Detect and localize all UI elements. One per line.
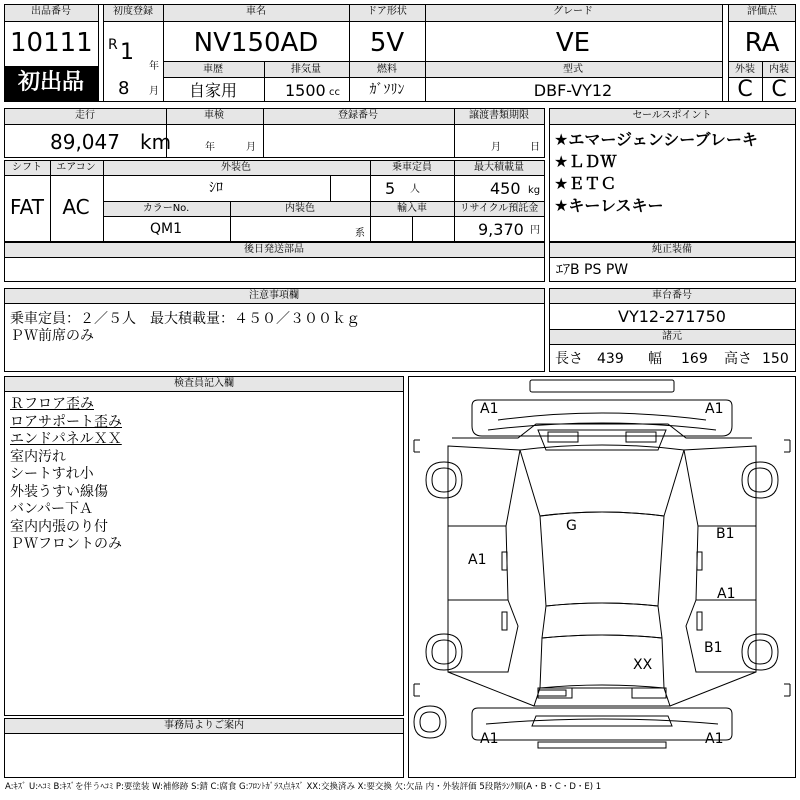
- capacity-unit: 人: [410, 184, 420, 195]
- history: 自家用: [188, 81, 238, 100]
- inspector-line: バンパー下Ａ: [10, 501, 94, 517]
- exterior-grade: C: [737, 77, 753, 102]
- inspector-line: エンドパネルＸＸ: [10, 431, 122, 447]
- damage-mark: B1: [704, 640, 723, 656]
- mileage: 89,047: [50, 130, 120, 154]
- shift: FAT: [9, 195, 45, 219]
- sales-points-label: セールスポイント: [632, 110, 712, 121]
- car-name: NV150AD: [193, 28, 319, 58]
- registration-year: 1: [120, 40, 134, 65]
- recycle-fee-unit: 円: [530, 225, 540, 236]
- score-label: 評価点: [747, 6, 777, 17]
- standard-equipment: ｴｱB PS PW: [556, 262, 629, 278]
- mileage-unit: km: [140, 130, 172, 154]
- inspector-line: ロアサポート歪み: [10, 413, 122, 430]
- length-label: 長さ: [555, 351, 583, 367]
- displacement-unit: cc: [329, 87, 340, 98]
- grade: VE: [555, 28, 591, 58]
- recycle-fee: 9,370: [478, 220, 524, 239]
- color-code: QM1: [149, 221, 183, 237]
- month-unit: 月: [149, 86, 159, 97]
- damage-mark: A1: [480, 401, 499, 417]
- sales-point: ★キーレスキー: [554, 196, 664, 215]
- vehicle-damage-diagram: [408, 376, 796, 778]
- sales-point: ★ＥＴＣ: [554, 174, 617, 193]
- later-parts-label: 後日発送部品: [244, 244, 304, 255]
- door-label: ドア形状: [367, 6, 407, 17]
- inspection-month-unit: 月: [246, 142, 256, 153]
- first-listing-text: 初出品: [17, 70, 85, 95]
- sales-points-list: [554, 129, 758, 217]
- standard-equipment-label: 純正装備: [652, 244, 692, 255]
- max-load: 450: [490, 179, 521, 198]
- inspector-line: 外装うすい線傷: [10, 483, 108, 500]
- shift-label: シフト: [12, 162, 42, 173]
- note-line: ＰＷ前席のみ: [10, 328, 94, 344]
- width-value: 169: [681, 351, 708, 367]
- exterior-color-label: 外装色: [221, 162, 251, 173]
- era-letter: R: [108, 37, 118, 53]
- color-code-label: カラーNo.: [142, 203, 190, 214]
- history-label: 車歴: [203, 64, 223, 75]
- damage-mark: A1: [480, 731, 499, 747]
- office-notice-label: 事務局よりご案内: [164, 720, 244, 731]
- car-name-label: 車名: [246, 6, 266, 17]
- damage-mark: B1: [716, 526, 735, 542]
- door-type: 5V: [369, 28, 405, 58]
- registration-number-label: 登録番号: [338, 110, 378, 121]
- year-unit: 年: [149, 61, 159, 72]
- lot-number-label: 出品番号: [31, 6, 71, 17]
- sales-point: ★ＬＤＷ: [554, 152, 617, 171]
- model-code-label: 型式: [563, 64, 583, 75]
- displacement: 1500: [285, 81, 326, 100]
- sales-point: ★エマージェンシーブレーキ: [554, 130, 758, 149]
- interior-grade: C: [771, 77, 787, 102]
- inspector-line: 室内内張のり付: [10, 518, 108, 535]
- damage-mark: A1: [717, 586, 736, 602]
- height-label: 高さ: [724, 351, 752, 367]
- first-registration-label: 初度登録: [113, 6, 153, 17]
- damage-mark: G: [566, 518, 577, 534]
- mileage-label: 走行: [75, 110, 95, 121]
- exterior-color: ｼﾛ: [209, 180, 223, 196]
- damage-mark: XX: [633, 657, 653, 673]
- chassis-number-label: 車台番号: [652, 290, 692, 301]
- specs-label: 諸元: [662, 331, 682, 342]
- inspector-line: 室内汚れ: [10, 448, 66, 465]
- import-label: 輸入車: [397, 203, 427, 214]
- interior-color-unit: 系: [355, 228, 365, 239]
- score: RA: [744, 28, 780, 58]
- fuel-label: 燃料: [377, 64, 397, 75]
- exterior-label: 外装: [735, 64, 755, 75]
- capacity-label: 乗車定員: [392, 162, 432, 173]
- chassis-number: VY12-271750: [618, 307, 726, 326]
- inspector-notes-label: 検査員記入欄: [174, 378, 234, 389]
- inspector-line: Ｒフロア歪み: [10, 396, 94, 412]
- notes-label: 注意事項欄: [249, 290, 299, 301]
- deadline-day-unit: 日: [530, 142, 540, 153]
- legend: A:ｷｽﾞ U:ﾍｺﾐ B:ｷｽﾞを伴うﾍｺﾐ P:要塗装 W:補修跡 S:錆 C:腐食 G:ﾌﾛﾝﾄｶﾞﾗｽ点ｷｽﾞ XX:交換済み X:要交換 欠:欠品 内・外装評価 5段階ﾗﾝｸ順(A・B・C・D・E) 1: [5, 782, 602, 792]
- inspector-notes: [10, 396, 122, 554]
- inspection-year-unit: 年: [205, 142, 215, 153]
- deadline-month-unit: 月: [491, 142, 501, 153]
- document-deadline-label: 譲渡書類期限: [469, 110, 529, 121]
- grade-label: グレード: [553, 6, 593, 17]
- recycle-fee-label: リサイクル預託金: [459, 203, 539, 214]
- registration-month: 8: [118, 78, 130, 99]
- inspector-line: ＰＷフロントのみ: [10, 536, 122, 552]
- inspector-line: シートすれ小: [10, 466, 94, 482]
- interior-label: 内装: [769, 64, 789, 75]
- aircon: AC: [62, 195, 90, 219]
- interior-color-label: 内装色: [285, 203, 315, 214]
- damage-mark: A1: [705, 401, 724, 417]
- displacement-label: 排気量: [291, 64, 321, 75]
- model-code: DBF-VY12: [533, 81, 613, 100]
- lot-number: 10111: [10, 28, 93, 58]
- damage-mark: A1: [468, 552, 487, 568]
- length-value: 439: [597, 351, 624, 367]
- inspection-label: 車検: [204, 110, 224, 121]
- damage-mark: A1: [705, 731, 724, 747]
- aircon-label: エアコン: [56, 162, 96, 173]
- height-value: 150: [762, 351, 789, 367]
- notes-text: [10, 311, 360, 345]
- max-load-unit: kg: [528, 185, 541, 196]
- note-line: 乗車定員：２／５人 最大積載量：４５０／３００ｋｇ: [10, 311, 360, 327]
- fuel: ｶﾞｿﾘﾝ: [369, 82, 405, 98]
- capacity: 5: [385, 179, 396, 198]
- max-load-label: 最大積載量: [474, 162, 524, 173]
- width-label: 幅: [648, 351, 662, 367]
